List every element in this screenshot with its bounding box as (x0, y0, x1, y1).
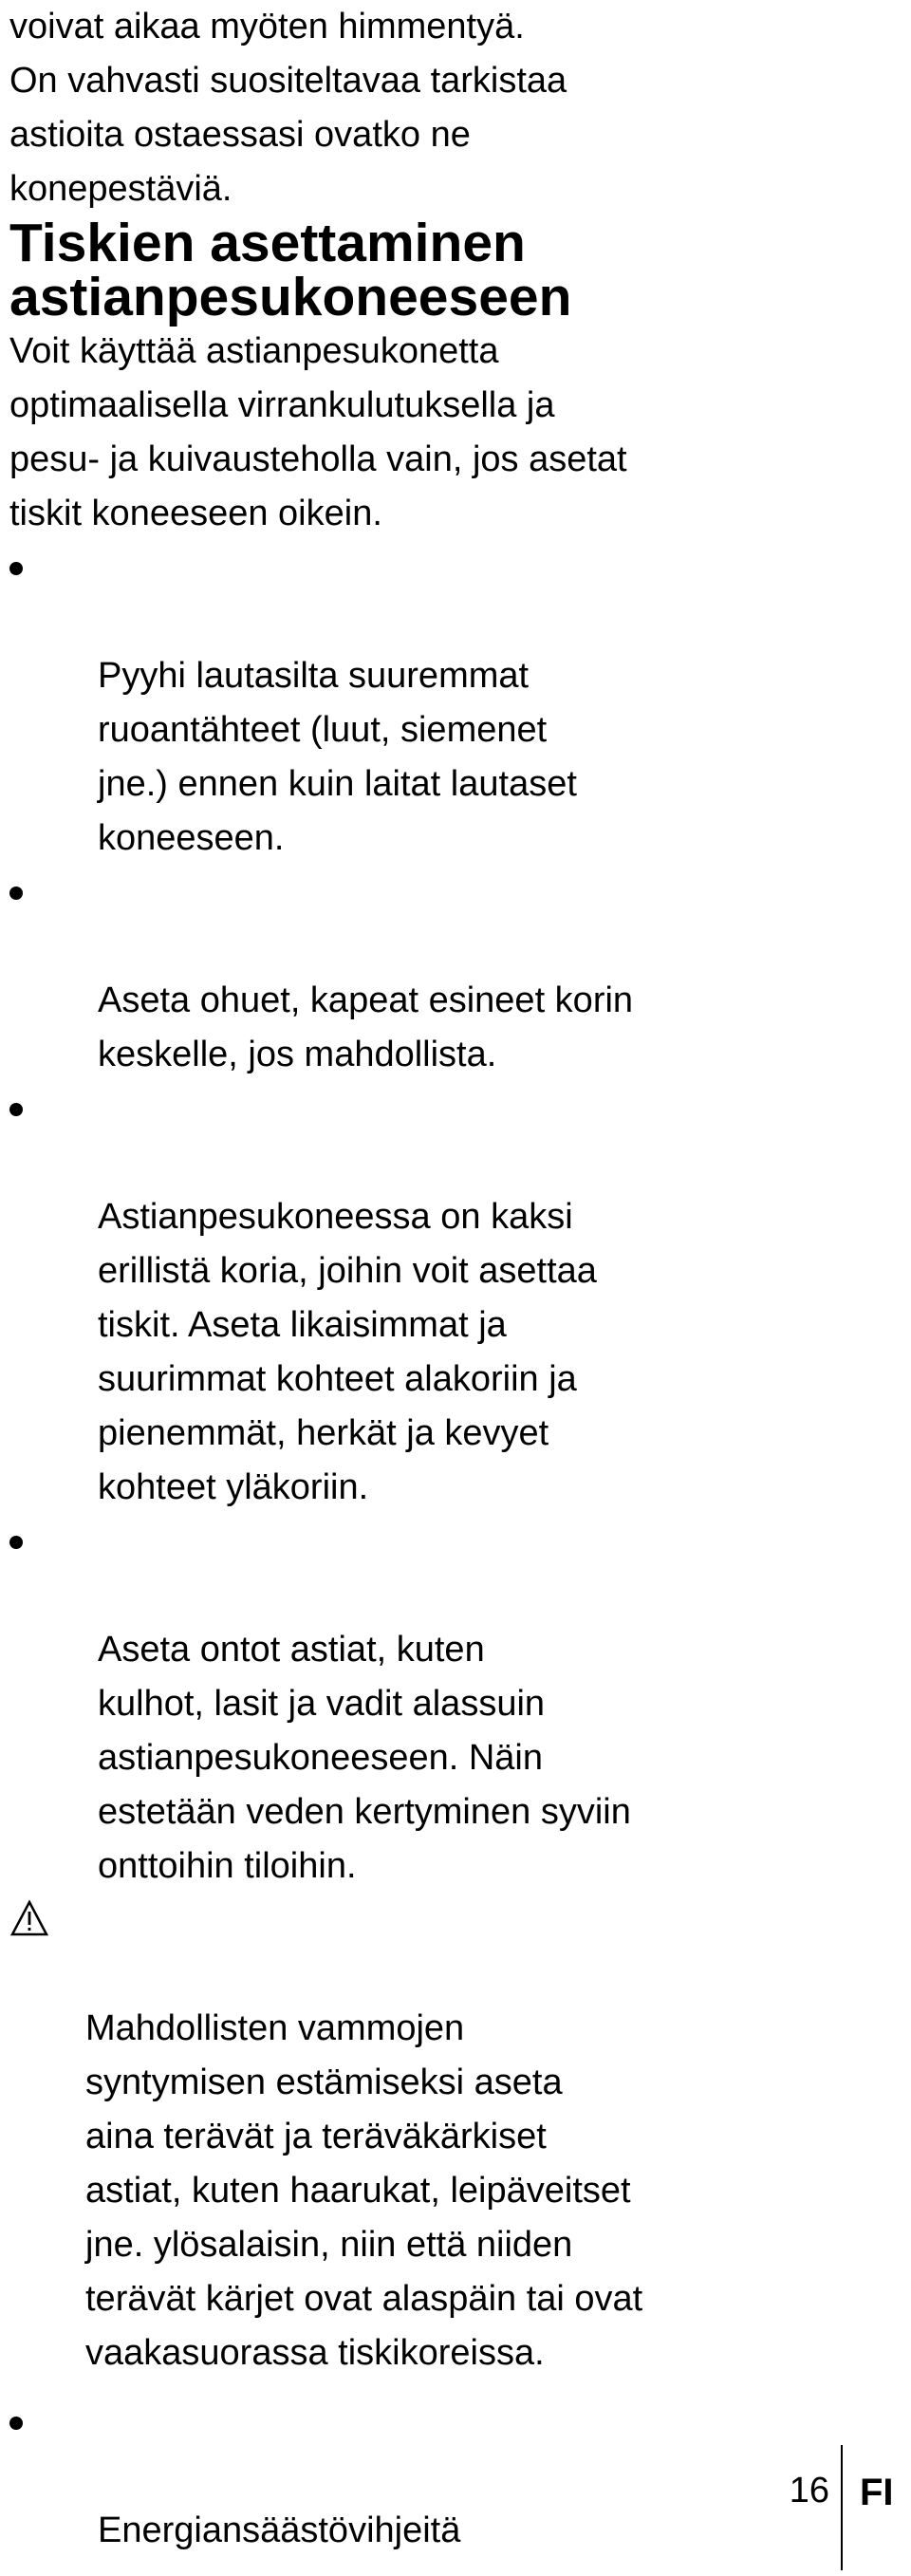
bullet-text: Astianpesukoneessa on kaksi erillistä koria, joihin voit asettaa tiskit. Aseta likaisimmat ja suurimmat kohteet alakoriin ja pienemmät, herkät ja kevyet kohteet yläkoriin. (98, 1197, 597, 1507)
page-content (9, 0, 864, 2558)
page-number: 16 (789, 2471, 829, 2511)
page-footer (774, 2445, 911, 2570)
bullet-dot-icon (9, 887, 23, 900)
language-code: FI (860, 2472, 894, 2513)
bullet-text: Aseta ontot astiat, kuten kulhot, lasit ja vadit alassuin astianpesukoneeseen. Näin estetään veden kertyminen syviin onttoihin tiloihin. (98, 1630, 631, 1886)
warning-triangle-icon (9, 1899, 49, 1937)
bullet-dot-icon (9, 1536, 23, 1549)
intro-paragraph: voivat aikaa myöten himmentyä. On vahvasti suositeltavaa tarkistaa astioita ostaessasi ovatko ne konepestäviä. (9, 7, 567, 209)
bullet-item (9, 541, 864, 866)
bullet-dot-icon (9, 1103, 23, 1116)
bullet-item (9, 866, 864, 1082)
footer-divider (841, 2445, 843, 2570)
bullet-item (9, 1082, 864, 1515)
warning-note (9, 1894, 864, 2380)
section-heading: Tiskien asettaminen astianpesukoneeseen (9, 213, 572, 327)
bullet-dot-icon (9, 562, 23, 575)
warning-text: Mahdollisten vammojen syntymisen estämiseksi aseta aina terävät ja teräväkärkiset astiat, kuten haarukat, leipäveitset jne. ylösalaisin, niin että niiden terävät kärjet ovat alaspäin tai ovat vaakasuorassa tiskikoreissa. (85, 2008, 643, 2373)
section-intro: Voit käyttää astianpesukonetta optimaalisella virrankulutuksella ja pesu- ja kuivausteholla vain, jos asetat tiskit koneeseen oikein. (9, 331, 627, 533)
bullet-item (9, 1515, 864, 1894)
bullet-dot-icon (9, 2417, 23, 2430)
bullet-text: Aseta ohuet, kapeat esineet korin keskelle, jos mahdollista. (98, 980, 634, 1074)
bullet-text: Energiansäästövihjeitä (98, 2511, 461, 2550)
bullet-item (9, 2396, 864, 2558)
bullet-text: Pyyhi lautasilta suuremmat ruoantähteet (luut, siemenet jne.) ennen kuin laitat lautaset koneeseen. (98, 656, 577, 858)
